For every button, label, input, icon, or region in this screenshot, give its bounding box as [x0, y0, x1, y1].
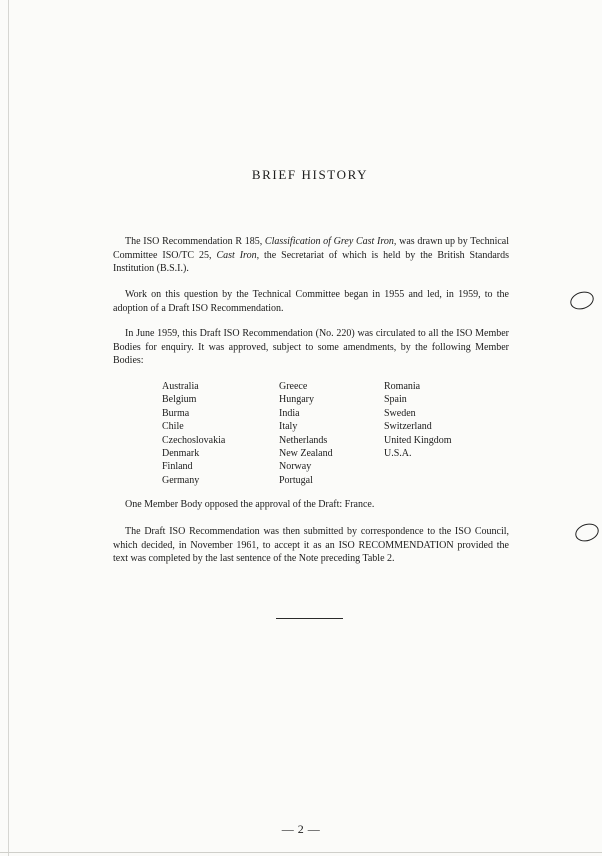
paragraph-council-decision: [113, 525, 509, 566]
p1-text-3: the Secretariat of which is held by the British Standards Institution (B.S.I.).: [113, 249, 509, 274]
member-bodies-column-3: [384, 380, 452, 460]
member-body: U.S.A.: [384, 448, 412, 460]
p3-text: In June 1959, this Draft ISO Recommendation (No. 220) was circulated to all the ISO Member Bodies for enquiry. It was approved, subject to some amendments, by the following Member Bodies:: [113, 328, 509, 366]
member-bodies-column-2: [279, 380, 333, 487]
member-body: Belgium: [162, 394, 197, 406]
paragraph-recommendation-origin: [113, 235, 509, 276]
member-body: India: [279, 407, 300, 419]
page-edge: [8, 0, 9, 856]
member-body: Norway: [279, 461, 312, 473]
member-body: Czechoslovakia: [162, 434, 226, 446]
member-body: Germany: [162, 474, 200, 486]
member-body: Australia: [162, 381, 199, 392]
paragraph-opposition: [113, 498, 509, 512]
page-bottom-edge: [0, 852, 602, 853]
p2-text: Work on this question by the Technical Committee began in 1955 and led, in 1959, to the adoption of a Draft ISO Recommendation.: [113, 289, 509, 314]
punch-hole-icon: [573, 521, 601, 545]
member-body: Italy: [279, 421, 298, 433]
member-body: Greece: [279, 381, 308, 392]
member-body: New Zealand: [279, 448, 333, 460]
member-body: Burma: [162, 407, 190, 419]
member-body: Portugal: [279, 474, 313, 486]
member-body: Spain: [384, 394, 407, 406]
member-body: Hungary: [279, 394, 314, 406]
p1-italic-committee: Cast Iron,: [216, 249, 260, 261]
paragraph-work-history: [113, 288, 509, 315]
member-body: United Kingdom: [384, 434, 452, 446]
section-divider: [276, 618, 343, 619]
member-body: Sweden: [384, 407, 416, 419]
page-number: — 2 —: [281, 822, 321, 836]
p1-text-1: The ISO Recommendation R 185,: [125, 236, 265, 247]
punch-hole-icon: [568, 289, 596, 313]
p4-text: One Member Body opposed the approval of the Draft: France.: [125, 499, 375, 510]
member-body: Chile: [162, 421, 184, 433]
p1-text-2: was drawn up by Technical Committee ISO/TC 25,: [113, 236, 509, 261]
paragraph-enquiry: [113, 327, 509, 368]
member-body: Switzerland: [384, 421, 432, 433]
member-body: Romania: [384, 381, 421, 392]
p1-italic-title: Classification of Grey Cast Iron,: [264, 236, 397, 247]
p5-text: The Draft ISO Recommendation was then submitted by correspondence to the ISO Council, which decided, in November 1961, to accept it as an ISO RECOMMENDATION provided the text was completed by the last sentence of the Note preceding Table 2.: [113, 526, 509, 564]
page-title: BRIEF HISTORY: [251, 167, 369, 182]
member-body: Denmark: [162, 448, 200, 460]
member-body: Finland: [162, 461, 193, 473]
member-bodies-column-1: [162, 380, 225, 487]
member-body: Netherlands: [279, 434, 328, 446]
